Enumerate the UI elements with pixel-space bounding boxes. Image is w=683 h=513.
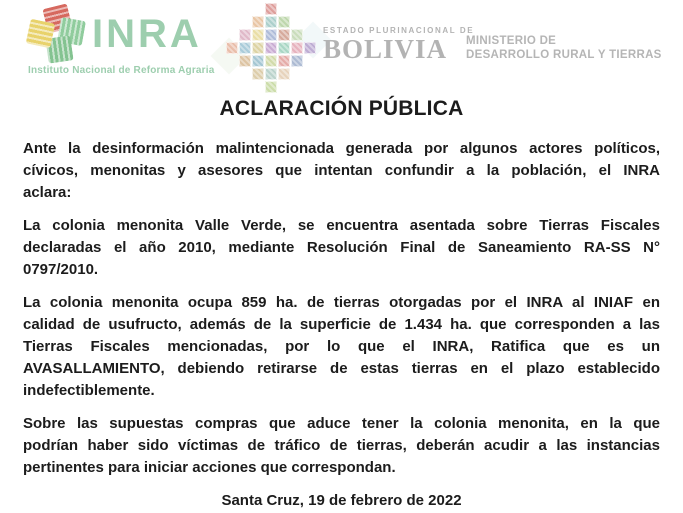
chakana-square: [265, 68, 277, 80]
chakana-square: [239, 42, 251, 54]
inra-wordmark: INRA: [92, 12, 202, 56]
text-line: La colonia menonita ocupa 859 ha. de tierras otorgadas por el INRA al INIAF en: [23, 294, 660, 311]
chakana-square: [278, 29, 290, 41]
ministry-line-1: MINISTERIO DE: [466, 35, 557, 47]
bolivia-wordmark: [323, 26, 474, 63]
chakana-square: [226, 42, 238, 54]
chakana-square: [265, 29, 277, 41]
text-line: calidad de usufructo, además de la superficie de 1.434 ha. que corresponden a las: [23, 316, 660, 333]
chakana-square: [291, 29, 303, 41]
paragraph-4: [23, 413, 660, 479]
text-line: pertinentes para iniciar acciones que correspondan.: [23, 459, 396, 476]
header: [0, 0, 683, 92]
ministry-line-2: DESARROLLO RURAL Y TIERRAS: [466, 49, 662, 62]
chakana-square: [252, 55, 264, 67]
text-line: Ante la desinformación malintencionada generada por algunos actores políticos,: [23, 140, 660, 157]
chakana-square: [265, 3, 277, 15]
text-line: podrían haber sido víctimas de tráfico de tierras, deberán acudir a las instancias: [23, 437, 660, 454]
chakana-square: [278, 16, 290, 28]
document-title: ACLARACIÓN PÚBLICA: [219, 97, 464, 120]
inra-tile-yellow: [26, 19, 56, 49]
text-line: indefectiblemente.: [23, 382, 155, 399]
ministry-name: [466, 34, 662, 63]
chakana-square: [265, 81, 277, 93]
chakana-square: [278, 42, 290, 54]
bolivia-chakana-logo: [226, 3, 316, 93]
text-line: Tierras Fiscales mencionadas, por lo que el INRA, Ratifica que es un: [23, 338, 660, 355]
text-line: La colonia menonita Valle Verde, se encuentra asentada sobre Tierras Fiscales: [23, 217, 660, 234]
text-line: 0797/2010.: [23, 261, 99, 278]
chakana-square: [265, 42, 277, 54]
inra-pinwheel-icon: [28, 6, 84, 62]
text-line: cívicos, menonitas y asesores que intentan confundir a la población, el INRA: [23, 162, 660, 179]
chakana-square: [265, 55, 277, 67]
dateline: Santa Cruz, 19 de febrero de 2022: [221, 492, 462, 509]
paragraph-3: [23, 292, 660, 402]
text-line: AVASALLAMIENTO, debiendo retirarse de estas tierras en el plazo establecido: [23, 360, 660, 377]
bolivia-pretitle: ESTADO PLURINACIONAL DE: [323, 26, 475, 35]
chakana-square: [239, 29, 251, 41]
chakana-square: [291, 55, 303, 67]
chakana-square: [252, 29, 264, 41]
chakana-square: [239, 55, 251, 67]
document-body: [0, 122, 683, 512]
text-line: Sobre las supuestas compras que aduce tener la colonia menonita, en la que: [23, 415, 660, 432]
text-line: aclara:: [23, 184, 72, 201]
chakana-square: [278, 55, 290, 67]
inra-tagline: Instituto Nacional de Reforma Agraria: [28, 65, 215, 76]
chakana-square: [291, 42, 303, 54]
chakana-square: [304, 42, 316, 54]
inra-logo: [28, 6, 215, 76]
paragraph-1: [23, 138, 660, 204]
paragraph-2: [23, 215, 660, 281]
chakana-square: [252, 68, 264, 80]
chakana-square: [278, 68, 290, 80]
bolivia-title: BOLIVIA: [323, 34, 448, 64]
text-line: declaradas el año 2010, mediante Resolución Final de Saneamiento RA-SS N°: [23, 239, 660, 256]
chakana-square: [265, 16, 277, 28]
chakana-square: [252, 42, 264, 54]
chakana-square: [252, 16, 264, 28]
